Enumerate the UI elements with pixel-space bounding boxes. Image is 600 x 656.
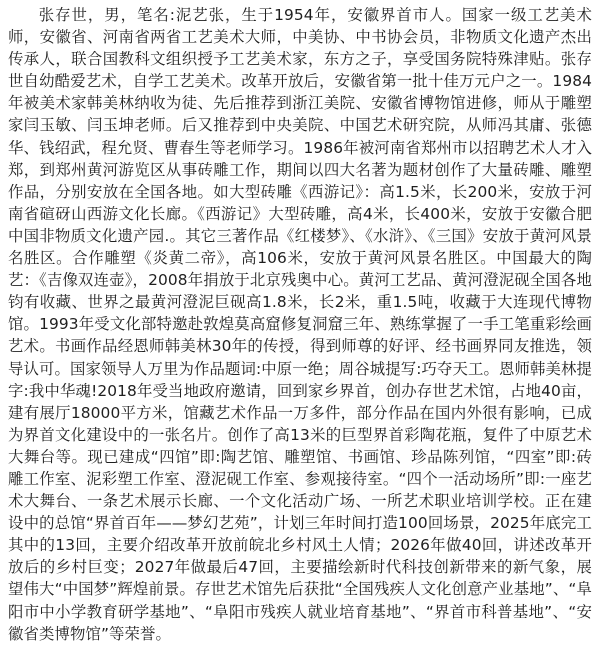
document-page: [8, 4, 592, 652]
biography-paragraph: 张存世，男，笔名:泥艺张，生于1954年，安徽界首市人。国家一级工艺美术师，安徽省、河南省两省工艺美术大师，中美协、中书协会员，非物质文化遗产杰出传承人，联合国教科文组织授予工艺美术家，东方之子，享受国务院特殊津贴。张存世自幼酷爱艺术，自学工艺美术。改革开放后，安徽省第一批十佳万元户之一。1984年被美术家韩美林纳收为徒、先后推荐到浙江美院、安徽省博物馆进修，师从于雕塑家闫玉敏、闫玉坤老师。后又推荐到中央美院、中国艺术研究院，从师冯其庸、张德华、钱绍武，程允贤、曹春生等老师学习。1986年被河南省郑州市以招聘艺术人才入郑，到郑州黄河游览区从事砖雕工作，期间以四大名著为题材创作了大量砖雕、雕塑作品，分别安放在全国各地。如大型砖雕《西游记》：高1.5米，长200米，安放于河南省碹砑山西游文化长廊。《西游记》大型砖雕，高4米，长400米，安放于安徽合肥中国非物质文化遗产园.。其它三著作品《红楼梦》、《水浒》、《三国》安放于黄河风景名胜区。合作雕塑《炎黄二帝》，高106米，安放于黄河风景名胜区。中国最大的陶艺：《吉像双连壶》，2008年捐放于北京残奥中心。黄河工艺品、黄河澄泥砚全国各地钧有收藏、世界之最黄河澄泥巨砚高1.8米，长2米，重1.5吨，收藏于大连现代博物馆。1993年受文化部特邀赴敦煌莫高窟修复洞窟三年、熟练掌握了一手工笔重彩绘画艺术。书画作品经恩师韩美林30年的传授，得到师尊的好评、经书画界同友推选，领导认可。国家领导人万里为作品题词:中原一绝；周谷城提写:巧夺天工。恩师韩美林提字:我中华魂!2018年受当地政府邀请，回到家乡界首，创办存世艺术馆，占地40亩，建有展厅18000平方米，馆藏艺术作品一万多件，部分作品在国内外很有影响，已成为界首文化建设中的一张名片。创作了高13米的巨型界首彩陶花瓶，复件了中原艺术大舞台等。现已建成“四馆”即:陶艺馆、雕塑馆、书画馆、珍品陈列馆，“四室”即:砖雕工作室、泥彩塑工作室、澄泥砚工作室、参观接待室。“四个一活动场所”即:一座艺术大舞台、一条艺术展示长廊、一个文化活动广场、一所艺术职业培训学校。正在建设中的总馆“界首百年——梦幻艺苑”，计划三年时间打造100回场景，2025年底完工其中的13回，主要介绍改革开放前皖北乡村风土人情；2026年做40回，讲述改革开放后的乡村巨变；2027年做最后47回，主要描绘新时代科技创新带来的新气象，展望伟大“中国梦”辉煌前景。存世艺术馆先后获批“全国残疾人文化创意产业基地”、“阜阳市中小学教育研学基地”、“阜阳市残疾人就业培育基地”、“界首市科普基地”、“安徽省类博物馆”等荣誉。: [8, 6, 592, 643]
